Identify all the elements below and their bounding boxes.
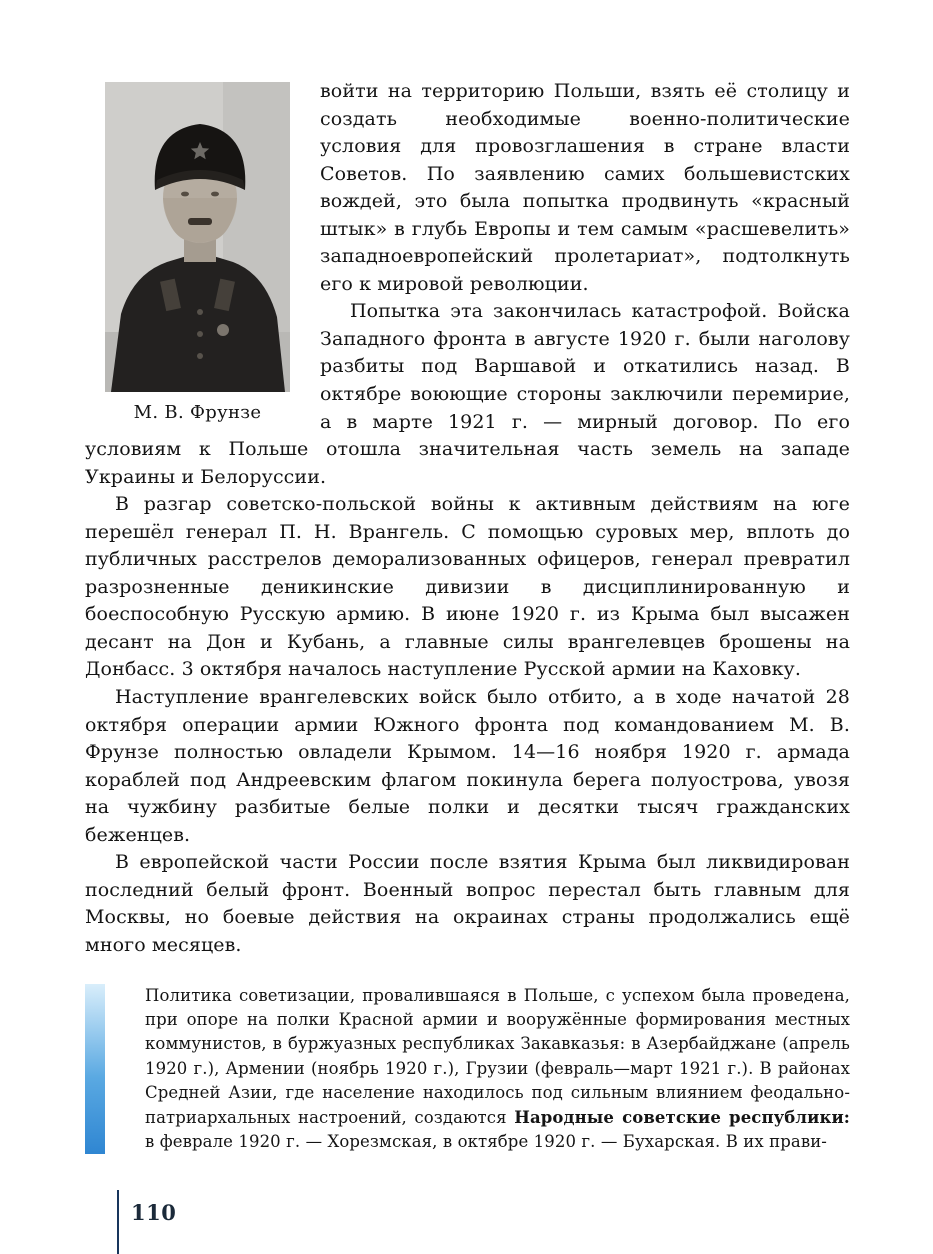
- frunze-portrait-photo: [105, 82, 290, 392]
- sovietization-note: [85, 984, 850, 1155]
- paragraph-wrangel: В разгар советско-польской войны к активным действиям на юге перешёл генерал П. Н. Врангель. С помощью суровых мер, вплоть до публичных расстрелов деморализованных офицеров, генерал превратил разрозненные деникинские дивизии в дисциплинированную и боеспособную Русскую армию. В июне 1920 г. из Крыма был высажен десант на Дон и Кубань, а главные силы врангелевцев брошены на Донбасс. 3 октября началось наступление Русской армии на Каховку.: [85, 493, 850, 681]
- paragraph-catastrophe: Попытка эта закончилась катастрофой. Войска Западного фронта в августе 1920 г. были наголову разбиты под Варшавой и откатились назад. В октябре воюющие стороны заключили перемирие, а в марте 1921 г. — мирный договор. По его условиям к Польше отошла значительная часть земель на западе Украины и Белоруссии.: [85, 300, 850, 488]
- note-text: [145, 984, 850, 1155]
- paragraph-crimea-operation: Наступление врангелевских войск было отбито, а в ходе начатой 28 октября операции армии Южного фронта под командованием М. В. Фрунзе полностью овладели Крымом. 14—16 ноября 1920 г. армада кораблей под Андреевским флагом покинула берега полуострова, увозя на чужбину разбитые белые полки и десятки тысяч гражданских беженцев.: [85, 686, 850, 846]
- paragraph-poland-goal: войти на территорию Польши, взять её столицу и создать необходимые военно-политические условия для провозглашения в стране власти Советов. По заявлению самих большевистских вождей, это была попытка продвинуть «красный штык» в глубь Европы и тем самым «расшевелить» западноевропейский пролетариат», подтолкнуть его к мировой революции.: [320, 80, 850, 295]
- note-bold-term: Народные советские республики:: [514, 1107, 851, 1127]
- portrait-illustration: [105, 82, 290, 392]
- page-number-rule: [117, 1190, 119, 1254]
- photo-caption: М. В. Фрунзе: [133, 402, 262, 423]
- frunze-photo-figure: [105, 82, 290, 423]
- paragraph-last-front: В европейской части России после взятия Крыма был ликвидирован последний белый фронт. Военный вопрос перестал быть главным для Москвы, но боевые действия на окраинах страны продолжались ещё много месяцев.: [85, 851, 850, 956]
- page-number: 110: [131, 1200, 177, 1225]
- note-text-after: в феврале 1920 г. — Хорезмская, в октябре 1920 г. — Бухарская. В их прави-: [145, 1131, 827, 1151]
- note-accent-bar: [85, 984, 105, 1155]
- note-text-before: Политика советизации, провалившаяся в Польше, с успехом была проведена, при опоре на полки Красной армии и вооружённые формирования местных коммунистов, в буржуазных республиках Закавказья: в Азербайджане (апрель 1920 г.), Армении (ноябрь 1920 г.), Грузии (февраль—март 1921 г.). В районах Средней Азии, где население находилось под сильным влиянием феодально-патриархальных настроений, создаются: [145, 985, 850, 1127]
